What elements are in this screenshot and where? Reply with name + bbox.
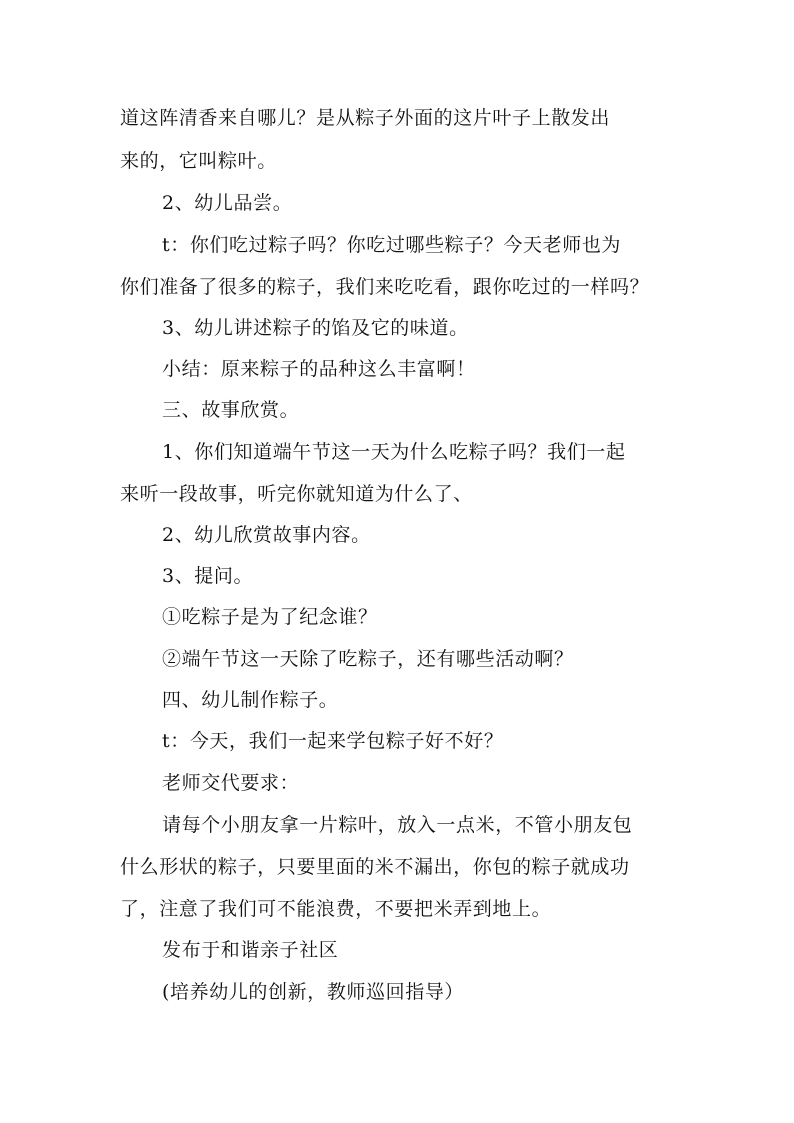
text-line: ②端午节这一天除了吃粽子，还有哪些活动啊？ bbox=[162, 648, 574, 670]
text-line: 了，注意了我们可不能浪费，不要把米弄到地上。 bbox=[120, 898, 552, 920]
section-heading: 四、幼儿制作粽子。 bbox=[162, 689, 339, 711]
text-line: 道这阵清香来自哪儿？是从粽子外面的这片叶子上散发出 bbox=[120, 107, 611, 129]
text-line: 1、你们知道端午节这一天为什么吃粽子吗？我们一起 bbox=[162, 441, 626, 463]
text-line: t：今天，我们一起来学包粽子好不好？ bbox=[162, 730, 504, 752]
text-line: 来的，它叫粽叶。 bbox=[120, 150, 277, 172]
text-line: 来听一段故事，听完你就知道为什么了、 bbox=[120, 483, 473, 505]
publish-note: 发布于和谐亲子社区 bbox=[162, 939, 339, 961]
text-line: 小结：原来粽子的品种这么丰富啊！ bbox=[162, 358, 476, 380]
text-line: 老师交代要求： bbox=[162, 772, 300, 794]
text-line: 请每个小朋友拿一片粽叶，放入一点米，不管小朋友包 bbox=[162, 814, 633, 836]
text-line: ①吃粽子是为了纪念谁？ bbox=[162, 606, 378, 628]
text-line: 3、幼儿讲述粽子的馅及它的味道。 bbox=[162, 317, 469, 339]
text-line: t：你们吃过粽子吗？你吃过哪些粽子？今天老师也为 bbox=[162, 234, 622, 256]
text-line: 2、幼儿欣赏故事内容。 bbox=[162, 524, 371, 546]
text-line: 什么形状的粽子，只要里面的米不漏出，你包的粽子就成功 bbox=[120, 856, 630, 878]
text-line: 3、提问。 bbox=[162, 565, 254, 587]
text-line: (培养幼儿的创新，教师巡回指导） bbox=[162, 981, 465, 1003]
text-line: 你们准备了很多的粽子，我们来吃吃看，跟你吃过的一样吗？ bbox=[120, 276, 650, 298]
section-heading: 三、故事欣赏。 bbox=[162, 399, 300, 421]
text-line: 2、幼儿品尝。 bbox=[162, 192, 293, 214]
